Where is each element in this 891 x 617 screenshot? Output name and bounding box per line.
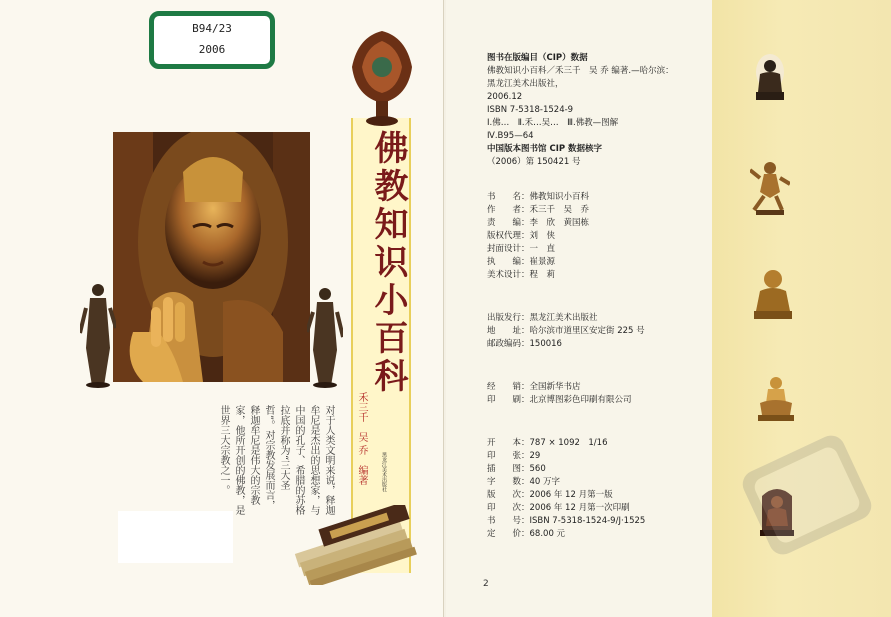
ornamental-relief [346, 27, 418, 127]
spec-row: 开 本：787 × 1092 1/16 [487, 438, 608, 448]
publisher-vertical: 黑龙江美术出版社 [381, 452, 387, 492]
credit-row: 封面设计：一 直 [487, 244, 556, 254]
cataloging-header: 中国版本图书馆 CIP 数据核字 [487, 144, 603, 154]
copyright-page-text [487, 52, 707, 541]
spec-row: 定 价：68.00 元 [487, 529, 566, 539]
library-call-number-stamp [149, 11, 275, 69]
spec-row: 版 次：2006 年 12 月第一版 [487, 490, 613, 500]
golden-buddha-statue-icon [752, 265, 794, 321]
spec-row: 印 次：2006 年 12 月第一次印刷 [487, 503, 630, 513]
bodhisattva-figure-left [80, 278, 116, 388]
cip-header: 图书在版编目（CIP）数据 [487, 53, 588, 63]
bodhisattva-figure-right [307, 282, 343, 388]
cip-line: Ⅰ.佛… Ⅱ.禾…吴… Ⅲ.佛教—图解 [487, 118, 619, 128]
page-number: 2 [483, 579, 489, 589]
credit-row: 版权代理：刘 侠 [487, 231, 556, 241]
publisher-row: 出版发行：黑龙江美术出版社 [487, 313, 598, 323]
distribution-row: 经 销：全国新华书店 [487, 382, 581, 392]
publisher-row: 邮政编码：150016 [487, 339, 562, 349]
credit-row: 作 者：禾三千 吴 乔 [487, 205, 590, 215]
spec-row: 书 号：ISBN 7-5318-1524-9/J·1525 [487, 516, 646, 526]
sutra-scrolls-image [285, 505, 425, 585]
pdg-watermark [742, 430, 872, 560]
cip-line: Ⅳ.B95—64 [487, 131, 534, 141]
blank-label-area [118, 511, 233, 563]
cip-line: 2006.12 [487, 92, 523, 102]
left-page [0, 0, 444, 617]
cip-line: 佛教知识小百科／禾三千 吴 乔 编著.—哈尔滨： [487, 66, 674, 76]
credit-row: 书 名：佛教知识小百科 [487, 192, 590, 202]
buddha-photo [113, 132, 310, 382]
intro-text: 对于人类文明来说，释迦牟尼是杰出的思想家，与中国的孔子、希腊的苏格拉底并称为“三大圣哲”。对宗教发展而言，释迦牟尼是伟大的宗教家，他所开创的佛教，是世界三大宗教之一。 [218, 405, 334, 515]
mounted-deity-statue-icon [754, 373, 798, 423]
spec-row: 字 数：40 万字 [487, 477, 561, 487]
credit-row: 责 编：李 欣 黄国栋 [487, 218, 590, 228]
cataloging-number: （2006）第 150421 号 [487, 157, 581, 167]
credit-row: 执 编：崔景源 [487, 257, 556, 267]
credit-row: 美术设计：程 莉 [487, 270, 556, 280]
distribution-row: 印 刷：北京博图彩色印刷有限公司 [487, 395, 632, 405]
stamp-year: 2006 [198, 43, 226, 56]
cip-line: ISBN 7-5318-1524-9 [487, 105, 574, 115]
spec-row: 印 张：29 [487, 451, 541, 461]
seated-buddha-statue-icon [748, 52, 792, 104]
cip-line: 黑龙江美术出版社， [487, 79, 564, 89]
spec-row: 插 图：560 [487, 464, 546, 474]
authors-vertical: 禾三千 吴 乔 编著 [356, 392, 367, 486]
call-number: B94/23 [192, 22, 232, 35]
book-title: 佛教知识小百科 [368, 130, 408, 396]
publisher-row: 地 址：哈尔滨市道里区安定街 225 号 [487, 326, 645, 336]
dancing-deity-statue-icon [750, 158, 790, 216]
